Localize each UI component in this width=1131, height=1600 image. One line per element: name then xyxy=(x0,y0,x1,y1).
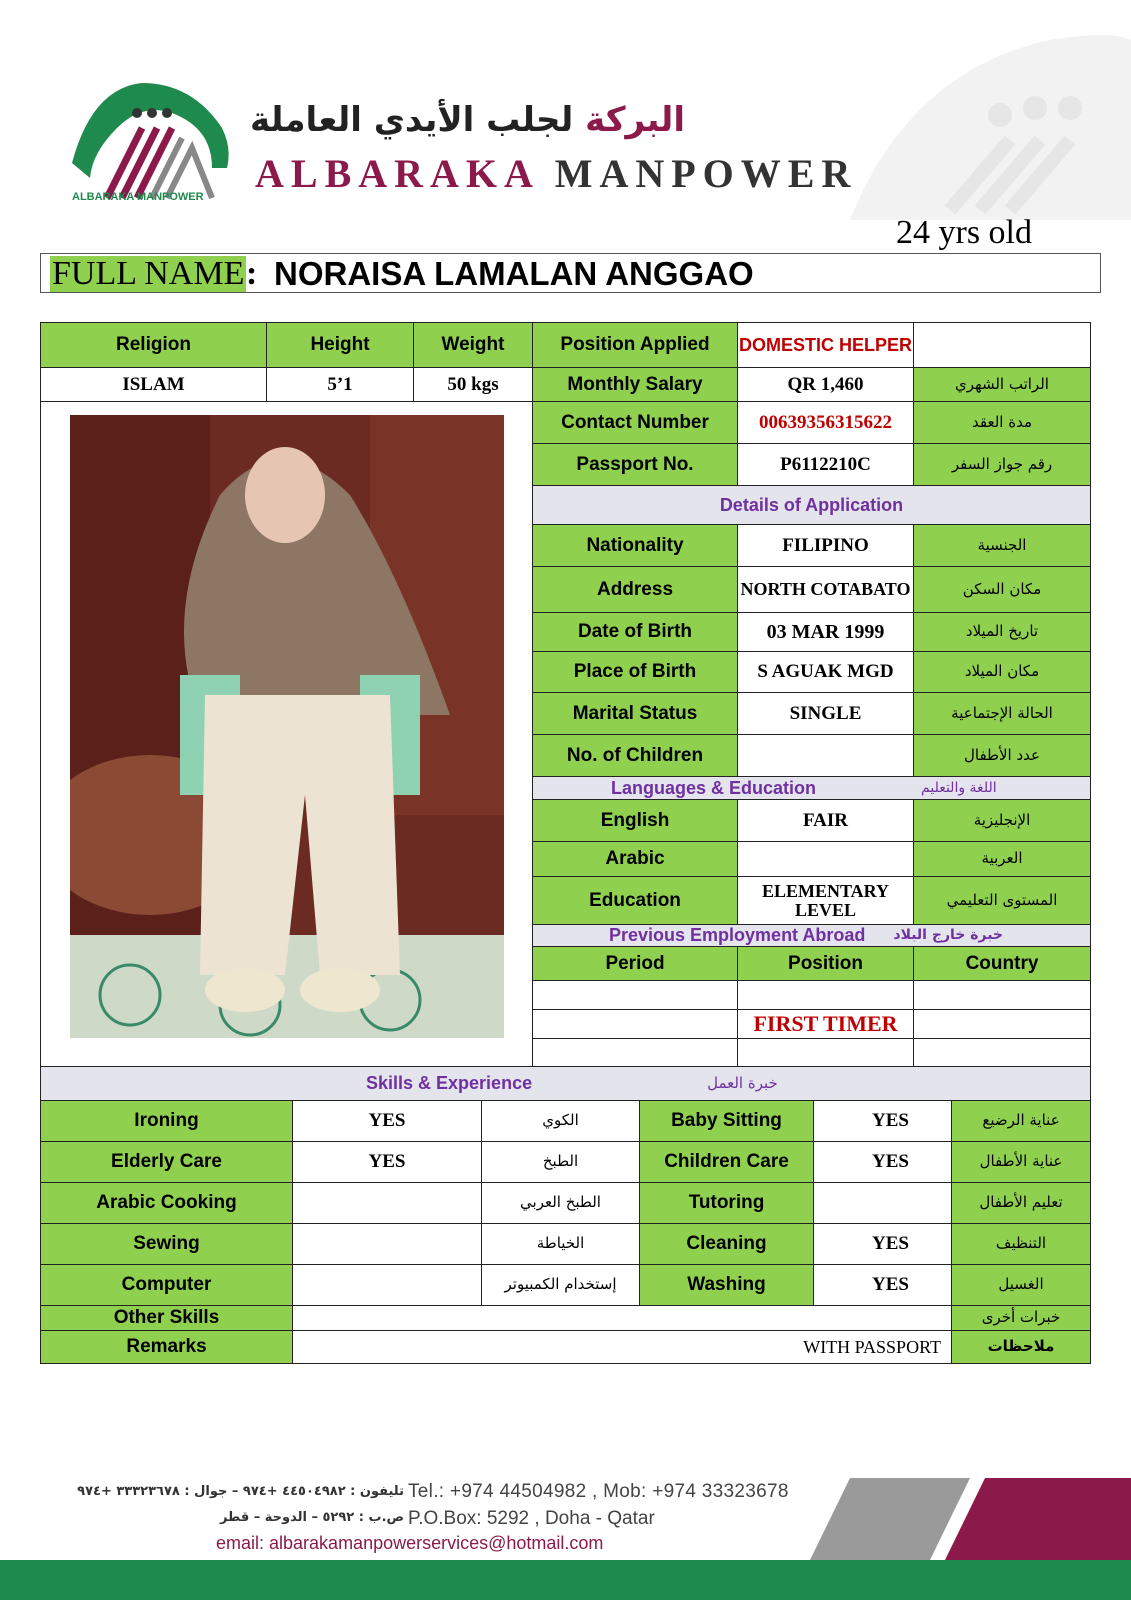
marital-ar: الحالة الإجتماعية xyxy=(913,692,1091,735)
dob-value: 03 MAR 1999 xyxy=(737,612,914,652)
footer-pobox: P.O.Box: 5292 , Doha - Qatar xyxy=(408,1508,655,1529)
pob-ar: مكان الميلاد xyxy=(913,651,1091,693)
skill-left-label: Arabic Cooking xyxy=(40,1182,293,1224)
pob-label: Place of Birth xyxy=(532,651,738,693)
skill-right-value xyxy=(813,1182,952,1224)
arabic-ar: العربية xyxy=(913,841,1091,877)
salary-value: QR 1,460 xyxy=(737,367,914,402)
skill-right-value: YES xyxy=(813,1264,952,1306)
skill-left-ar: الكوي xyxy=(481,1100,640,1142)
prev-position-header: Position xyxy=(737,946,914,981)
full-name-label: FULL NAME xyxy=(52,255,245,292)
prev-row3-country xyxy=(913,1038,1091,1067)
skill-left-label: Ironing xyxy=(40,1100,293,1142)
previous-employment-title-ar: خبرة خارج البلاد xyxy=(893,927,1003,944)
brand-en-part1: ALBARAKA xyxy=(255,151,538,196)
prev-row1-period xyxy=(532,980,738,1010)
education-ar: المستوى التعليمي xyxy=(913,876,1091,925)
prev-row1-country xyxy=(913,980,1091,1010)
english-label: English xyxy=(532,799,738,842)
skill-left-value: YES xyxy=(292,1100,482,1142)
salary-ar: الراتب الشهري xyxy=(913,367,1091,402)
skill-left-ar: الطبخ xyxy=(481,1141,640,1183)
height-value: 5’1 xyxy=(266,367,414,402)
position-header: Position Applied xyxy=(532,322,738,368)
marital-label: Marital Status xyxy=(532,692,738,735)
skill-right-label: Tutoring xyxy=(639,1182,814,1224)
languages-section xyxy=(532,776,1091,800)
prev-row3-position xyxy=(737,1038,914,1067)
dob-label: Date of Birth xyxy=(532,612,738,652)
prev-row2-period xyxy=(532,1009,738,1039)
english-ar: الإنجليزية xyxy=(913,799,1091,842)
religion-value: ISLAM xyxy=(40,367,267,402)
skill-left-value xyxy=(292,1264,482,1306)
period-header: Period xyxy=(532,946,738,981)
dob-ar: تاريخ الميلاد xyxy=(913,612,1091,652)
arabic-label: Arabic xyxy=(532,841,738,877)
nationality-label: Nationality xyxy=(532,524,738,567)
full-name-colon: : xyxy=(246,255,258,292)
brand-name-arabic xyxy=(250,100,685,140)
education-value: ELEMENTARY LEVEL xyxy=(737,876,914,925)
height-header: Height xyxy=(266,322,414,368)
skill-left-label: Sewing xyxy=(40,1223,293,1265)
children-ar: عدد الأطفال xyxy=(913,734,1091,777)
skill-left-ar: إستخدام الكمبيوتر xyxy=(481,1264,640,1306)
country-header: Country xyxy=(913,946,1091,981)
contact-value: 00639356315622 xyxy=(737,401,914,444)
footer-phone-arabic: تليفون : ٤٤٥٠٤٩٨٢ +٩٧٤ – جوال : ٣٣٣٢٣٦٧٨ +٩٧٤ xyxy=(77,1484,404,1499)
salary-label: Monthly Salary xyxy=(532,367,738,402)
contact-ar: مدة العقد xyxy=(913,401,1091,444)
children-label: No. of Children xyxy=(532,734,738,777)
age: 24 yrs old xyxy=(896,214,1032,251)
skill-right-ar: عناية الرضيع xyxy=(951,1100,1091,1142)
passport-label: Passport No. xyxy=(532,443,738,486)
address-label: Address xyxy=(532,566,738,613)
position-value: DOMESTIC HELPER xyxy=(737,322,914,368)
languages-section-title-ar: اللغة والتعليم xyxy=(921,779,997,796)
skill-left-value: YES xyxy=(292,1141,482,1183)
skill-right-label: Washing xyxy=(639,1264,814,1306)
other-skills-ar: خبرات أخرى xyxy=(951,1305,1091,1331)
remarks-label: Remarks xyxy=(40,1330,293,1364)
skills-section-title: Skills & Experience xyxy=(366,1073,533,1094)
address-ar: مكان السكن xyxy=(913,566,1091,613)
remarks-ar: ملاحظات xyxy=(951,1330,1091,1364)
skill-right-ar: التنظيف xyxy=(951,1223,1091,1265)
other-skills-value xyxy=(292,1305,952,1331)
skill-right-ar: عناية الأطفال xyxy=(951,1141,1091,1183)
footer-phone: Tel.: +974 44504982 , Mob: +974 33323678 xyxy=(408,1481,789,1502)
skill-left-value xyxy=(292,1182,482,1224)
previous-employment-title: Previous Employment Abroad xyxy=(609,925,866,946)
details-section-title: Details of Application xyxy=(532,485,1091,525)
logo-caption: ALBARAKA MANPOWER xyxy=(72,191,204,203)
prev-row3-period xyxy=(532,1038,738,1067)
skill-right-value: YES xyxy=(813,1223,952,1265)
skill-right-label: Children Care xyxy=(639,1141,814,1183)
candidate-photo xyxy=(70,415,504,1038)
address-value: NORTH COTABATO xyxy=(737,566,914,613)
skills-section-title-ar: خبرة العمل xyxy=(707,1073,778,1092)
first-timer-note: FIRST TIMER xyxy=(737,1009,914,1039)
weight-header: Weight xyxy=(413,322,533,368)
pob-value: S AGUAK MGD xyxy=(737,651,914,693)
skill-right-ar: تعليم الأطفال xyxy=(951,1182,1091,1224)
education-label: Education xyxy=(532,876,738,925)
remarks-value: WITH PASSPORT xyxy=(292,1330,952,1364)
footer-pobox-arabic: ص.ب : ٥٢٩٢ – الدوحة – قطر xyxy=(219,1510,404,1525)
skill-left-value xyxy=(292,1223,482,1265)
contact-label: Contact Number xyxy=(532,401,738,444)
skill-left-label: Elderly Care xyxy=(40,1141,293,1183)
nationality-value: FILIPINO xyxy=(737,524,914,567)
skill-left-ar: الطبخ العربي xyxy=(481,1182,640,1224)
brand-ar-rest: لجلب الأيدي العاملة xyxy=(250,100,586,140)
watermark-graphic xyxy=(850,30,1131,220)
position-ar-empty xyxy=(913,322,1091,368)
skills-section xyxy=(40,1066,1091,1101)
skill-right-label: Cleaning xyxy=(639,1223,814,1265)
skill-right-label: Baby Sitting xyxy=(639,1100,814,1142)
full-name-value: NORAISA LAMALAN ANGGAO xyxy=(274,255,754,292)
children-value xyxy=(737,734,914,777)
arabic-value xyxy=(737,841,914,877)
brand-en-part2: MANPOWER xyxy=(537,151,858,196)
english-value: FAIR xyxy=(737,799,914,842)
footer-decoration xyxy=(810,1478,1131,1560)
footer-email: email: albarakamanpowerservices@hotmail.com xyxy=(216,1533,604,1553)
weight-value: 50 kgs xyxy=(413,367,533,402)
skill-left-ar: الخياطة xyxy=(481,1223,640,1265)
skill-right-value: YES xyxy=(813,1100,952,1142)
nationality-ar: الجنسية xyxy=(913,524,1091,567)
previous-employment-section xyxy=(532,924,1091,947)
other-skills-label: Other Skills xyxy=(40,1305,293,1331)
passport-value: P6112210C xyxy=(737,443,914,486)
footer-band xyxy=(0,1560,1131,1600)
prev-row1-position xyxy=(737,980,914,1010)
skill-right-value: YES xyxy=(813,1141,952,1183)
religion-header: Religion xyxy=(40,322,267,368)
brand-name-english xyxy=(255,150,857,197)
skill-right-ar: الغسيل xyxy=(951,1264,1091,1306)
skill-left-label: Computer xyxy=(40,1264,293,1306)
languages-section-title: Languages & Education xyxy=(611,777,817,798)
passport-ar: رقم جواز السفر xyxy=(913,443,1091,486)
marital-value: SINGLE xyxy=(737,692,914,735)
prev-row2-country xyxy=(913,1009,1091,1039)
brand-ar-highlight: البركة xyxy=(585,100,685,140)
